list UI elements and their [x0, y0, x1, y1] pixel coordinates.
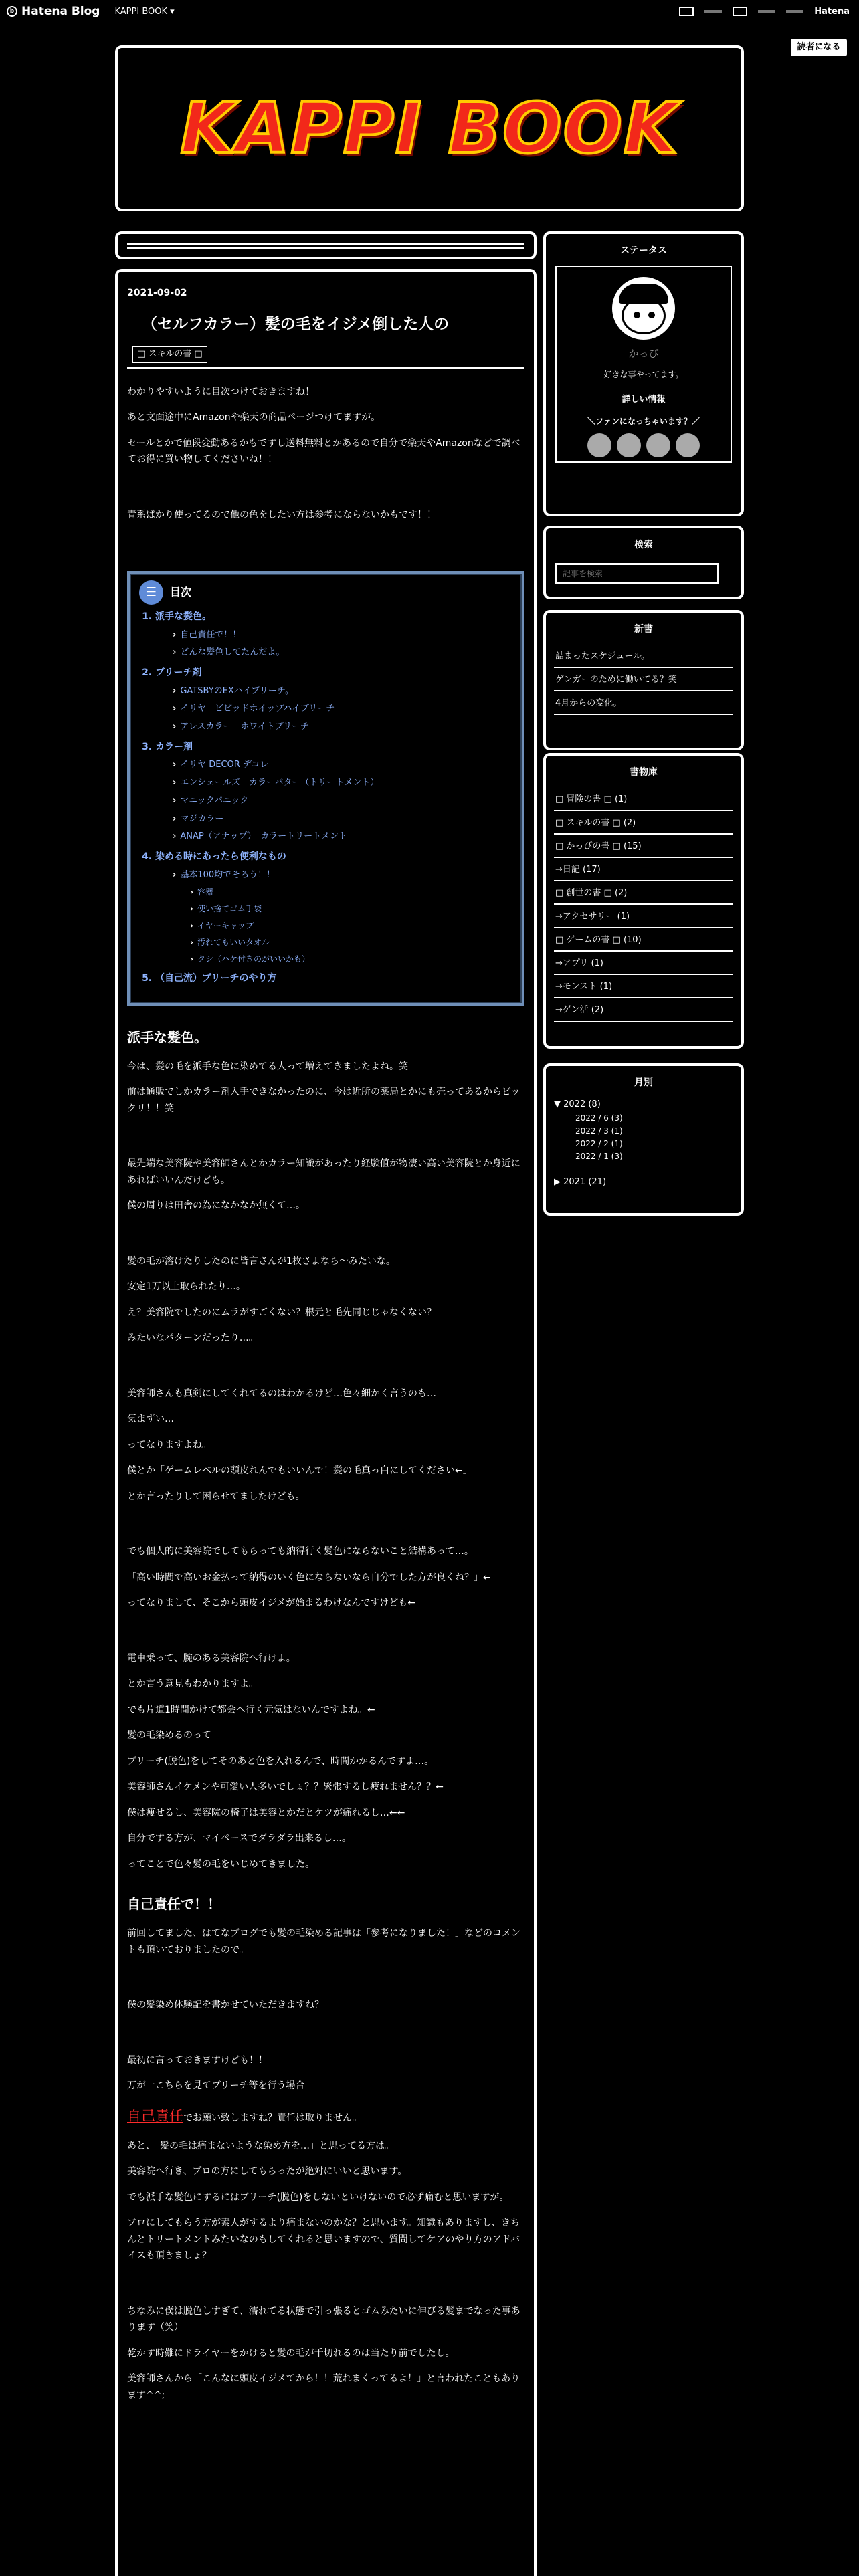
body-paragraph: 前は通販でしかカラー剤入手できなかったのに、今は近所の薬局とかにも売ってあるからビックリ！！笑 — [127, 1087, 520, 1114]
toc-link[interactable]: GATSBYのEXハイブリーチ。 — [180, 685, 294, 696]
body-paragraph: ブリーチ(脱色)をしてそのあと色を入れるんで、時間かかるんですよ…。 — [127, 1755, 434, 1767]
profile-bio: 好きな事やってます。 — [603, 370, 684, 379]
toc-link[interactable]: 基本100均でそろう！！ — [180, 869, 276, 880]
blog-menu[interactable]: KAPPI BOOK ▾ — [114, 6, 175, 17]
category-link[interactable]: →モンスト (1) — [554, 975, 733, 998]
toc-link[interactable]: イリヤ DECOR デコレ — [180, 760, 269, 770]
archive-module — [543, 1063, 744, 1216]
fan-avatar-icon[interactable] — [646, 433, 670, 457]
body-paragraph: 最初に言っておきますけども！！ — [127, 2054, 268, 2066]
toc-link[interactable]: イリヤ ビビッドホイップハイブリーチ — [180, 704, 335, 714]
header-strip — [115, 231, 537, 259]
body-paragraph: でも派手な髪色にするにはブリーチ(脱色)をしないといけないので必ず痛むと思いますが。 — [127, 2191, 509, 2203]
fan-prompt: ＼ファンになっちゃいます？／ — [587, 417, 700, 426]
fan-avatar-icon[interactable] — [617, 433, 641, 457]
body-paragraph: 髪の毛が溶けたりしたのに皆言さんが1枚さよなら〜みたいな。 — [127, 1255, 395, 1267]
subscribe-button[interactable]: 読者になる — [791, 39, 847, 56]
strip-line — [127, 243, 524, 249]
body-paragraph: 僕とか「ゲームレベルの頭皮れんでもいいんで！髪の毛真っ白にしてください←」 — [127, 1465, 472, 1477]
toc-link[interactable]: （自己流）ブリーチのやり方 — [155, 973, 277, 984]
toc-title: 目次 — [170, 586, 192, 599]
recent-title: 新書 — [634, 624, 653, 635]
toc-link[interactable]: ANAP（アナップ） カラートリートメント — [180, 831, 347, 842]
spacer — [127, 1224, 524, 1253]
body-paragraph: 美容師さんイケメンや可愛い人多いでしょ？？緊張するし疲れません？？← — [127, 1782, 444, 1793]
search-title: 検索 — [634, 540, 653, 550]
body-paragraph: 美容師さんも真剣にしてくれてるのはわかるけど…色々細かく言うのも… — [127, 1388, 436, 1399]
toc-link[interactable]: 使い捨てゴム手袋 — [197, 904, 262, 914]
hatena-blog-logo[interactable] — [7, 5, 100, 18]
section-body — [127, 1925, 524, 2095]
spacer — [127, 1126, 524, 1156]
edit-label-placeholder — [704, 10, 722, 13]
spacer — [127, 1967, 524, 1997]
body-paragraph: 美容師さんから「こんなに頭皮イジメてから！！荒れまくってるよ！」と言われたこともあります^^; — [127, 2373, 520, 2401]
spacer — [127, 2274, 524, 2303]
blog-logo[interactable]: KAPPI BOOK — [180, 88, 679, 169]
entry-title[interactable]: （セルフカラー）髪の毛をイジメ倒した人の — [142, 315, 450, 333]
category-link[interactable]: □ かっぴの書 □ (15) — [554, 835, 733, 858]
body-paragraph: 美容院へ行き、プロの方にしてもらったが絶対にいいと思います。 — [127, 2166, 407, 2177]
blog-header[interactable] — [115, 45, 744, 211]
body-paragraph: 僕の髪染め体験記を書かせていただきますね？ — [127, 2000, 324, 2011]
edit-icon[interactable] — [679, 7, 694, 16]
toc-link[interactable]: ブリーチ剤 — [155, 667, 202, 678]
archive-month-link[interactable]: 2022 / 3 (1) — [575, 1125, 623, 1136]
toc-link[interactable]: 派手な髪色。 — [155, 611, 211, 622]
table-of-contents — [127, 571, 524, 1006]
category-link[interactable]: □ 冒険の書 □ (1) — [554, 788, 733, 811]
recent-entry-link[interactable]: 4月からの変化。 — [554, 691, 733, 715]
archive-year-toggle[interactable]: ▶ 2021 (21) — [554, 1176, 607, 1187]
toc-list — [139, 609, 512, 987]
list-icon: ☰ — [139, 580, 163, 605]
fan-icons — [557, 433, 731, 457]
status-module — [543, 231, 744, 516]
toc-link[interactable]: 染める時にあったら便利なもの — [155, 851, 286, 862]
body-paragraph: 僕は痩せるし、美容院の椅子は美容とかだとケツが痛れるし…←← — [127, 1807, 405, 1818]
body-paragraph: みたいなパターンだったり…。 — [127, 1333, 258, 1344]
category-link[interactable]: □ 創世の書 □ (2) — [554, 881, 733, 905]
entry-date[interactable]: 2021-09-02 — [127, 288, 187, 298]
category-link[interactable]: →ゲン活 (2) — [554, 998, 733, 1022]
warning-paragraph — [127, 2104, 524, 2129]
spacer — [127, 1356, 524, 1386]
category-link[interactable]: □ ゲームの書 □ (10) — [554, 928, 733, 952]
category-link[interactable]: →日記 (17) — [554, 858, 733, 881]
toc-link[interactable]: 汚れてもいいタオル — [197, 938, 270, 948]
section-heading: 派手な髪色。 — [127, 1029, 207, 1045]
toc-link[interactable]: イヤーキャップ — [197, 921, 254, 931]
body-paragraph: あと、「髪の毛は痛まないような染め方を…」と思ってる方は。 — [127, 2140, 394, 2151]
warning-text: でお願い致しますね？責任は取りません。 — [183, 2112, 362, 2123]
body-paragraph: 最先端な美容院や美容師さんとかカラー知識があったり経験値が物凄い高い美容院とか身近にあればいいんだけども。 — [127, 1158, 520, 1186]
body-paragraph: え？美容院でしたのにムラがすごくない？根元と毛先同じじゃなくない？ — [127, 1307, 436, 1318]
archive-year-toggle[interactable]: ▼ 2022 (8) — [554, 1099, 601, 1109]
intro-paragraph: 青系ばかり使ってるので他の色をしたい方は参考にならないかもです！！ — [127, 509, 436, 520]
body-paragraph: 髪の毛染めるのって — [127, 1730, 211, 1741]
search-input[interactable] — [555, 563, 719, 584]
archive-month-link[interactable]: 2022 / 1 (3) — [575, 1152, 623, 1162]
body-paragraph: 万が一こちらを見てブリーチ等を行う場合 — [127, 2080, 305, 2092]
category-module — [543, 753, 744, 1049]
archive-month-link[interactable]: 2022 / 6 (3) — [575, 1113, 623, 1123]
intro-paragraph: わかりやすいように目次つけておきますね！ — [127, 386, 314, 397]
body-paragraph: 乾かす時難にドライヤーをかけると髪の毛が千切れるのは当たり前でしたし。 — [127, 2347, 455, 2359]
menu-label-placeholder[interactable] — [786, 10, 803, 13]
spacer — [127, 2023, 524, 2052]
toc-link[interactable]: 自己責任で！！ — [180, 629, 242, 640]
fan-avatar-icon[interactable] — [587, 433, 611, 457]
recent-entry-link[interactable]: ゲンガーのために働いてる？笑 — [554, 668, 733, 691]
category-link[interactable]: →アクセサリー (1) — [554, 905, 733, 928]
category-list — [554, 788, 733, 1022]
spacer — [127, 1514, 524, 1543]
hatena-brand[interactable]: Hatena — [814, 6, 850, 17]
category-title: 書物庫 — [630, 767, 658, 778]
category-link[interactable]: →アプリ (1) — [554, 952, 733, 975]
toc-link[interactable]: 容器 — [197, 887, 213, 897]
toc-link[interactable]: カラー剤 — [155, 741, 193, 752]
toc-link[interactable]: どんな髪色してたんだよ。 — [180, 647, 285, 658]
spacer — [127, 532, 524, 562]
body-paragraph: とか言ったりして困らせてましたけども。 — [127, 1491, 305, 1502]
body-paragraph: 僕の周りは田舎の為になかなか無くて…。 — [127, 1200, 305, 1212]
spacer — [127, 477, 524, 507]
service-name: Hatena Blog — [21, 5, 100, 18]
body-paragraph: でも片道1時間かけて都会へ行く元気はないんですよね。← — [127, 1704, 375, 1715]
body-paragraph: ってなりまして、そこから頭皮イジメが始まるわけなんですけども← — [127, 1598, 416, 1609]
section-body — [127, 2138, 524, 2404]
section-heading: 自己責任で！！ — [127, 1896, 221, 1913]
profile-detail-link[interactable]: 詳しい情報 — [622, 395, 666, 405]
hatena-topbar — [0, 0, 859, 23]
body-paragraph: でも個人的に美容院でしてもらっても納得行く髪色にならないこと結構あって…。 — [127, 1546, 474, 1558]
self-responsibility-link[interactable]: 自己責任 — [127, 2107, 183, 2124]
search-module — [543, 526, 744, 599]
body-paragraph: ってなりますよね。 — [127, 1439, 211, 1451]
body-paragraph: 気まずい… — [127, 1414, 174, 1425]
intro-paragraph: あと文面途中にAmazonや楽天の商品ページつけてますが。 — [127, 412, 381, 423]
body-paragraph: 「高い時間で高いお金払って納得のいく色にならないなら自分でした方が良くね？」← — [127, 1572, 491, 1583]
recent-list — [554, 645, 733, 715]
section-body — [127, 1059, 524, 1873]
spacer — [127, 1621, 524, 1650]
avatar[interactable] — [612, 277, 675, 340]
archive-title: 月別 — [634, 1077, 653, 1088]
body-paragraph: 今は、髪の毛を派手な色に染めてる人って増えてきましたよね。笑 — [127, 1061, 408, 1072]
body-paragraph: 自分でする方が、マイペースでダラダラ出来るし…。 — [127, 1833, 351, 1844]
intro-paragraph: セールとかで値段変動あるかもですし送料無料とかあるので自分で楽天やAmazonなどで調べてお得に買い物してくださいね！！ — [127, 437, 520, 465]
toc-link[interactable]: マジカラー — [180, 813, 224, 824]
recent-entry-link[interactable]: 詰まったスケジュール。 — [554, 645, 733, 668]
fan-avatar-icon[interactable] — [676, 433, 700, 457]
body-paragraph: 前回してました、はてなブログでも髪の毛染める記事は「参考になりました！」などのコメントも頂いておりましたので。 — [127, 1928, 520, 1955]
dashboard-label-placeholder — [758, 10, 775, 13]
archive-list — [554, 1098, 733, 1189]
toc-link[interactable]: アレスカラー ホワイトブリーチ — [180, 722, 310, 732]
toc-link[interactable]: マニックパニック — [180, 795, 249, 806]
status-title: ステータス — [620, 245, 667, 256]
body-paragraph: 電車乗って、腕のある美容院へ行けよ。 — [127, 1652, 296, 1664]
body-paragraph: とか言う意見もわかりますよ。 — [127, 1679, 258, 1690]
article-entry — [115, 269, 537, 2576]
body-paragraph: ちなみに僕は脱色しすぎて、濡れてる状態で引っ張るとゴムみたいに伸びる髪までなった事あります（笑） — [127, 2305, 520, 2333]
entry-category[interactable]: □ スキルの書 □ — [132, 346, 207, 363]
archive-month-link[interactable]: 2022 / 2 (1) — [575, 1139, 623, 1149]
dashboard-icon[interactable] — [733, 7, 747, 16]
toc-link[interactable]: クシ（ハケ付きのがいいかも） — [197, 954, 310, 964]
body-paragraph: プロにしてもらう方が素人がするより痛まないのかな？と思います。知識もありますし、きちんとトリートメントみたいなのもしてくれると思いますので、質問してケアのやり方のアドバイスも頂きましょ？ — [127, 2218, 520, 2261]
profile-name[interactable]: かっぴ — [628, 348, 659, 360]
category-link[interactable]: □ スキルの書 □ (2) — [554, 811, 733, 835]
title-divider — [127, 367, 524, 369]
body-paragraph: ってことで色々髪の毛をいじめてきました。 — [127, 1858, 314, 1870]
recent-entries-module — [543, 610, 744, 750]
profile-card — [555, 266, 732, 463]
hatena-logo-icon: b — [7, 6, 17, 17]
toc-link[interactable]: エンシェールズ カラーバター（トリートメント） — [180, 778, 379, 788]
body-paragraph: 安定1万以上取られたり…。 — [127, 1281, 246, 1293]
